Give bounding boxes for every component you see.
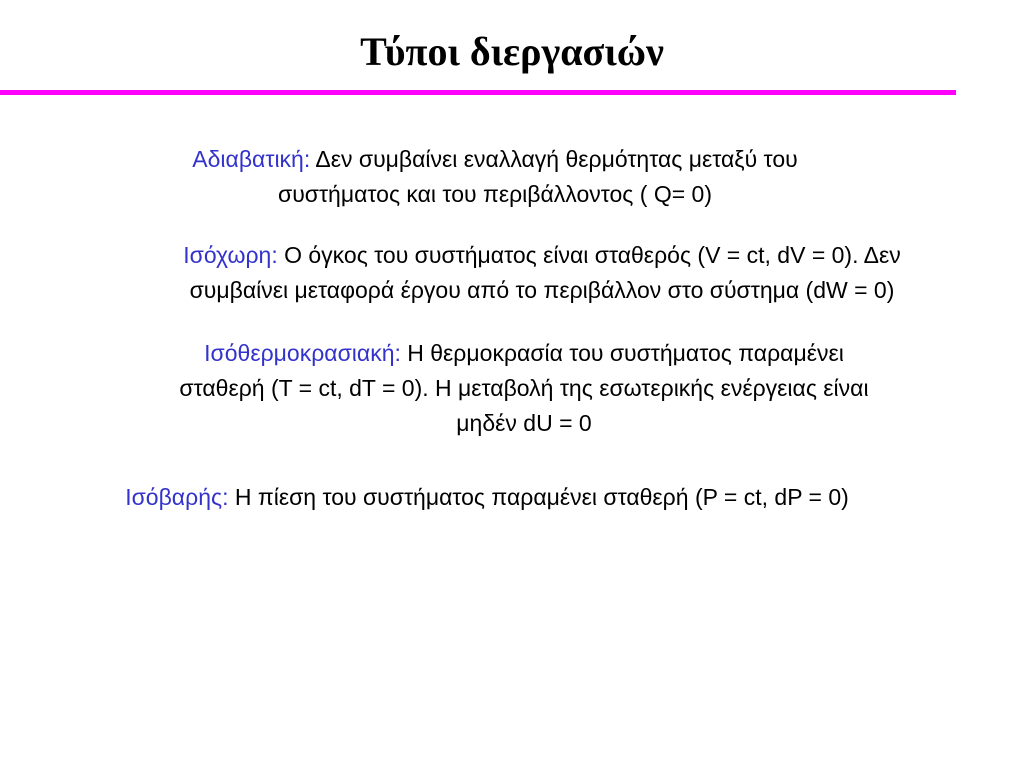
process-text: Η πίεση του συστήματος παραμένει σταθερή (P = ct, dP = 0) <box>234 484 849 510</box>
process-term: Ισόβαρής: <box>125 484 229 510</box>
slide-title: Τύποι διεργασιών <box>360 29 664 74</box>
process-line <box>60 238 1024 273</box>
process-term: Αδιαβατική: <box>192 146 311 172</box>
process-line: συστήματος και του περιβάλλοντος ( Q= 0) <box>278 181 712 207</box>
process-text: Η θερμοκρασία του συστήματος παραμένει <box>407 340 844 366</box>
process-line <box>60 142 930 177</box>
process-isothermal <box>60 336 988 441</box>
process-text: Δεν συμβαίνει εναλλαγή θερμότητας μεταξύ του <box>315 146 798 172</box>
process-line: σταθερή (T = ct, dT = 0). Η μεταβολή της εσωτερικής ενέργειας είναι <box>179 375 869 401</box>
process-line <box>0 480 974 515</box>
process-text: Ο όγκος του συστήματος είναι σταθερός (V = ct, dV = 0). Δεν <box>284 242 901 268</box>
title-underline-bar <box>0 90 956 95</box>
process-line <box>60 336 988 371</box>
process-isobaric <box>0 480 974 515</box>
process-term: Ισόθερμοκρασιακή: <box>204 340 401 366</box>
process-line: μηδέν dU = 0 <box>456 410 592 436</box>
process-adiabatic <box>60 142 930 212</box>
process-isochoric <box>60 238 1024 308</box>
process-term: Ισόχωρη: <box>183 242 278 268</box>
process-line: συμβαίνει μεταφορά έργου από το περιβάλλον στο σύστημα (dW = 0) <box>189 277 895 303</box>
